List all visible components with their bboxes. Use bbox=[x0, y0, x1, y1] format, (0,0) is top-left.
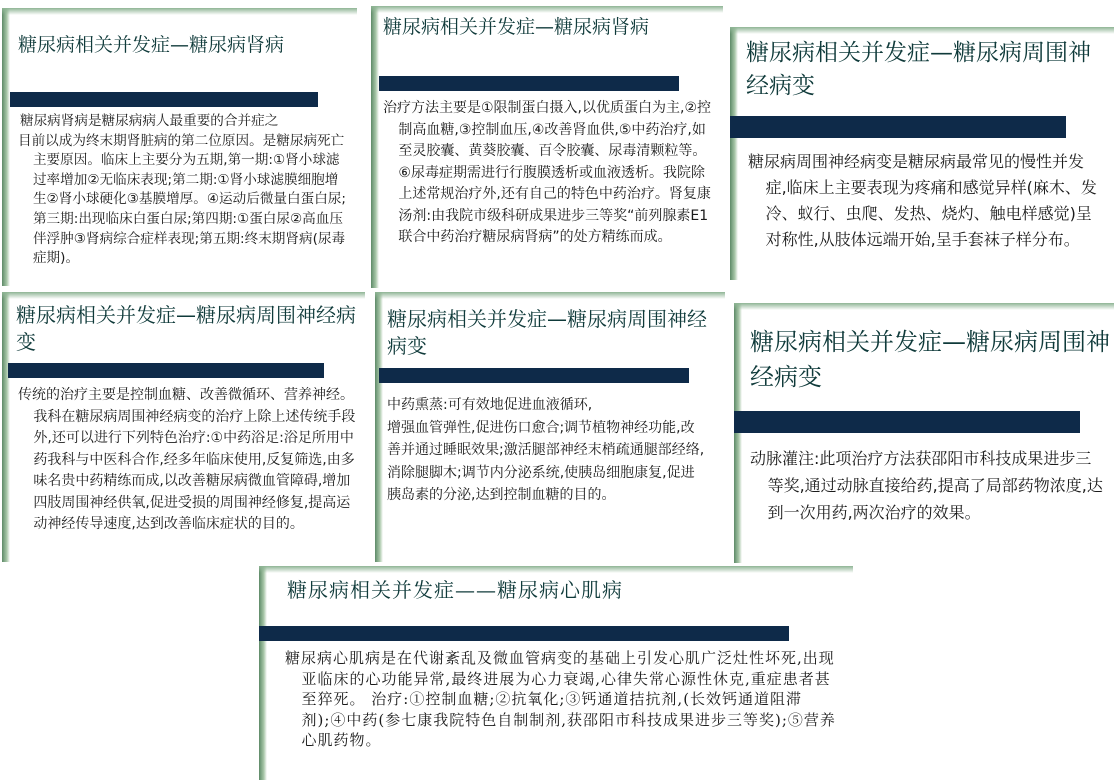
slide-body bbox=[18, 112, 350, 269]
slide-body bbox=[748, 149, 1100, 253]
slide-top-accent bbox=[734, 303, 1114, 310]
slide-body bbox=[387, 394, 705, 507]
title-underline-bar bbox=[8, 363, 324, 378]
slide-top-accent bbox=[375, 292, 725, 299]
body-line: 糖尿病周围神经病变是糖尿病最常见的慢性并发症,临床上主要表现为疼痛和感觉异样(麻木、发冷、蚁行、虫爬、发热、烧灼、触电样感觉)呈对称性,从肢体远端开始,呈手套袜子样分布。 bbox=[748, 152, 1097, 249]
slide-title: 糖尿病相关并发症—糖尿病周围神经病变 bbox=[746, 40, 1091, 99]
slide-top-accent bbox=[259, 566, 853, 573]
slide-body bbox=[383, 98, 717, 249]
slide-title: 糖尿病相关并发症——糖尿病心肌病 bbox=[287, 578, 623, 602]
slide-title: 糖尿病相关并发症—糖尿病周围神经病变 bbox=[750, 328, 1110, 391]
title-underline-bar bbox=[10, 92, 318, 107]
slide-neuropathy-4 bbox=[734, 303, 1114, 563]
slide-kidney-2 bbox=[371, 6, 723, 288]
body-line: 目前以成为终末期肾脏病的第二位原因。是糖尿病死亡主要原因。临床上主要分为五期,第一期:①肾小球滤过率增加②无临床表现;第二期:①肾小球滤膜细胞增生②肾小球硬化③基膜增厚。④运动后微量白蛋白尿;第三期:出现临床白蛋白尿;第四期:①蛋白尿②高血压伴浮肿③肾病综合症样表现;第五期:终末期肾病(尿毒症期)。 bbox=[18, 132, 346, 267]
slide-neuropathy-3 bbox=[375, 292, 725, 562]
slide-top-accent bbox=[2, 292, 365, 299]
slide-title: 糖尿病相关并发症—糖尿病周围神经病变 bbox=[387, 307, 707, 358]
slide-cardiomyopathy bbox=[259, 566, 853, 780]
body-line: 治疗方法主要是①限制蛋白摄入,以优质蛋白为主,②控制高血糖,③控制血压,④改善肾血供,⑤中药治疗,如至灵胶囊、黄葵胶囊、百令胶囊、尿毒清颗粒等。⑥尿毒症期需进行行腹膜透析或血液透析。我院除上述常规治疗外,还有自己的特色中药治疗。肾复康汤剂:由我院市级科研成果进步三等奖“前列腺素E1联合中药治疗糖尿病肾病”的处方精练而成。 bbox=[383, 100, 712, 245]
slide-top-accent bbox=[2, 8, 357, 15]
slide-kidney-1 bbox=[2, 8, 357, 286]
title-underline-bar bbox=[259, 626, 789, 641]
slide-body bbox=[285, 648, 845, 751]
title-underline-bar bbox=[379, 368, 689, 383]
body-line: 中药熏蒸:可有效地促进血液循环, bbox=[387, 397, 593, 413]
slide-title: 糖尿病相关并发症—糖尿病肾病 bbox=[383, 16, 650, 38]
slide-neuropathy-1 bbox=[730, 27, 1114, 280]
title-underline-bar bbox=[734, 411, 1080, 433]
title-underline-bar bbox=[379, 76, 679, 91]
slide-title: 糖尿病相关并发症—糖尿病周围神经病变 bbox=[16, 303, 356, 354]
slide-body bbox=[750, 445, 1106, 526]
body-line: 传统的治疗主要是控制血糖、改善微循环、营养神经。我科在糖尿病周围神经病变的治疗上除上述传统手段外,还可以进行下列特色治疗:①中药浴足:浴足所用中药我科与中医科合作,经多年临床使用,反复筛选,由多味名贵中药精练而成,以改善糖尿病微血管障碍,增加四肢周围神经供氧,促进受损的周围神经修复,提高运动神经传导速度,达到改善临床症状的目的。 bbox=[18, 387, 356, 532]
body-line: 增强血管弹性,促进伤口愈合;调节植物神经功能,改善并通过睡眠效果;激活腿部神经末梢疏通腿部经络,消除腿脚木;调节内分泌系统,使胰岛细胞康复,促进胰岛素的分泌,达到控制血糖的目的。 bbox=[387, 419, 705, 503]
slide-top-accent bbox=[371, 6, 723, 13]
body-line: 动脉灌注:此项治疗方法获邵阳市科技成果进步三等奖,通过动脉直接给药,提高了局部药物浓度,达到一次用药,两次治疗的效果。 bbox=[750, 449, 1103, 522]
title-underline-bar bbox=[730, 116, 1066, 138]
body-line: 糖尿病心肌病是在代谢紊乱及微血管病变的基础上引发心肌广泛灶性坏死,出现亚临床的心功能异常,最终进展为心力衰竭,心律失常心源性休克,重症患者甚至猝死。 治疗:①控制血糖;②抗氧化;③钙通道拮抗剂,(长效钙通道阻滞剂);④中药(参七康我院特色自制制剂,获邵阳市科技成果进步三等奖);⑤营养心肌药物。 bbox=[285, 649, 836, 749]
slide-body bbox=[18, 385, 360, 536]
slide-neuropathy-2 bbox=[2, 292, 365, 562]
slide-title: 糖尿病相关并发症—糖尿病肾病 bbox=[18, 34, 285, 56]
body-line: 糖尿病肾病是糖尿病病人最重要的合并症之 bbox=[20, 113, 279, 129]
slide-top-accent bbox=[730, 27, 1114, 34]
